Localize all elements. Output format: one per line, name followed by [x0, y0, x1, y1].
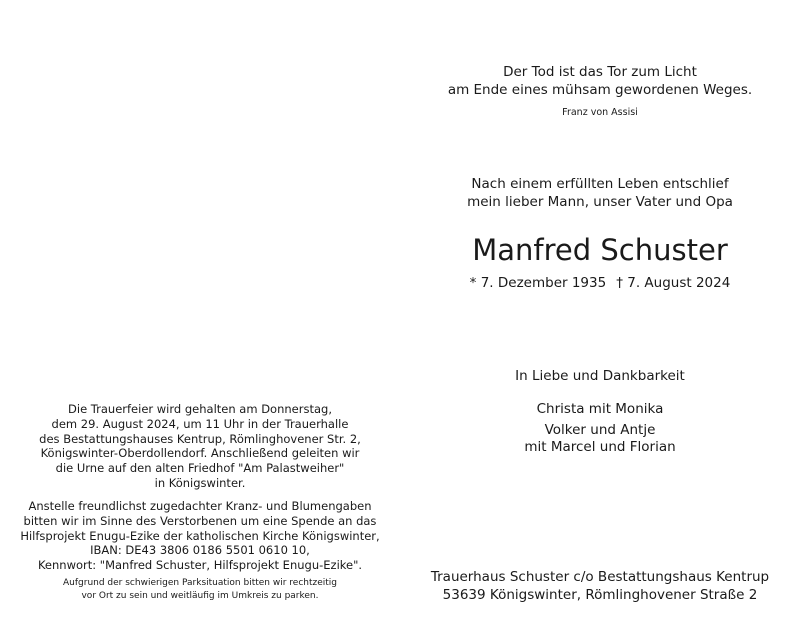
- donation-line: Kennwort: "Manfred Schuster, Hilfsprojekt Enugu-Ezike".: [37, 558, 363, 573]
- birth-date: * 7. Dezember 1935: [469, 275, 607, 291]
- quote-line: am Ende eines mühsam gewordenen Weges.: [447, 81, 753, 98]
- donation-line: bitten wir im Sinne des Verstorbenen um eine Spende an das: [23, 513, 377, 528]
- parking-note: [10, 577, 390, 602]
- donation-request: [10, 499, 390, 573]
- address-line: 53639 Königswinter, Römlinghovener Straße 2: [442, 586, 758, 603]
- death-date: † 7. August 2024: [616, 275, 731, 291]
- quote: [430, 64, 770, 99]
- quote-line: Der Tod ist das Tor zum Licht: [503, 64, 697, 80]
- mourner-line: Volker und Antje: [544, 421, 656, 438]
- ceremony-line: dem 29. August 2024, um 11 Uhr in der Trauerhalle: [51, 416, 349, 431]
- mourner-line: mit Marcel und Florian: [524, 439, 676, 455]
- donation-line: IBAN: DE43 3806 0186 5501 0610 10,: [90, 543, 310, 558]
- ceremony-info: [10, 402, 390, 491]
- ceremony-line: in Königswinter.: [154, 475, 246, 490]
- mourners: [430, 401, 770, 460]
- ceremony-line: des Bestattungshauses Kentrup, Römlinghovener Str. 2,: [39, 431, 361, 446]
- mourner-group: [430, 422, 770, 457]
- ceremony-line: Königswinter-Oberdollendorf. Anschließend geleiten wir: [40, 446, 360, 461]
- quote-author: Franz von Assisi: [562, 107, 638, 118]
- ceremony-line: Die Trauerfeier wird gehalten am Donnerstag,: [68, 402, 332, 416]
- intro-line: mein lieber Mann, unser Vater und Opa: [467, 193, 733, 210]
- mourner-group: [430, 401, 770, 419]
- parking-line: vor Ort zu sein und weitläufig im Umkreis zu parken.: [81, 590, 319, 601]
- life-dates: [430, 274, 770, 292]
- intro-line: Nach einem erfüllten Leben entschlief: [471, 176, 729, 192]
- deceased-name: Manfred Schuster: [472, 233, 728, 267]
- mourner-line: Christa mit Monika: [536, 401, 664, 417]
- mourning-address: [410, 569, 790, 604]
- announcement-intro: [430, 176, 770, 211]
- ceremony-line: die Urne auf den alten Friedhof "Am Palastweiher": [55, 461, 345, 476]
- parking-line: Aufgrund der schwierigen Parksituation bitten wir rechtzeitig: [63, 578, 337, 588]
- donation-line: Hilfsprojekt Enugu-Ezike der katholischen Kirche Königswinter,: [20, 528, 380, 543]
- thanks-line: In Liebe und Dankbarkeit: [515, 368, 685, 384]
- donation-line: Anstelle freundlichst zugedachter Kranz- und Blumengaben: [28, 499, 372, 513]
- address-line: Trauerhaus Schuster c/o Bestattungshaus Kentrup: [430, 569, 770, 585]
